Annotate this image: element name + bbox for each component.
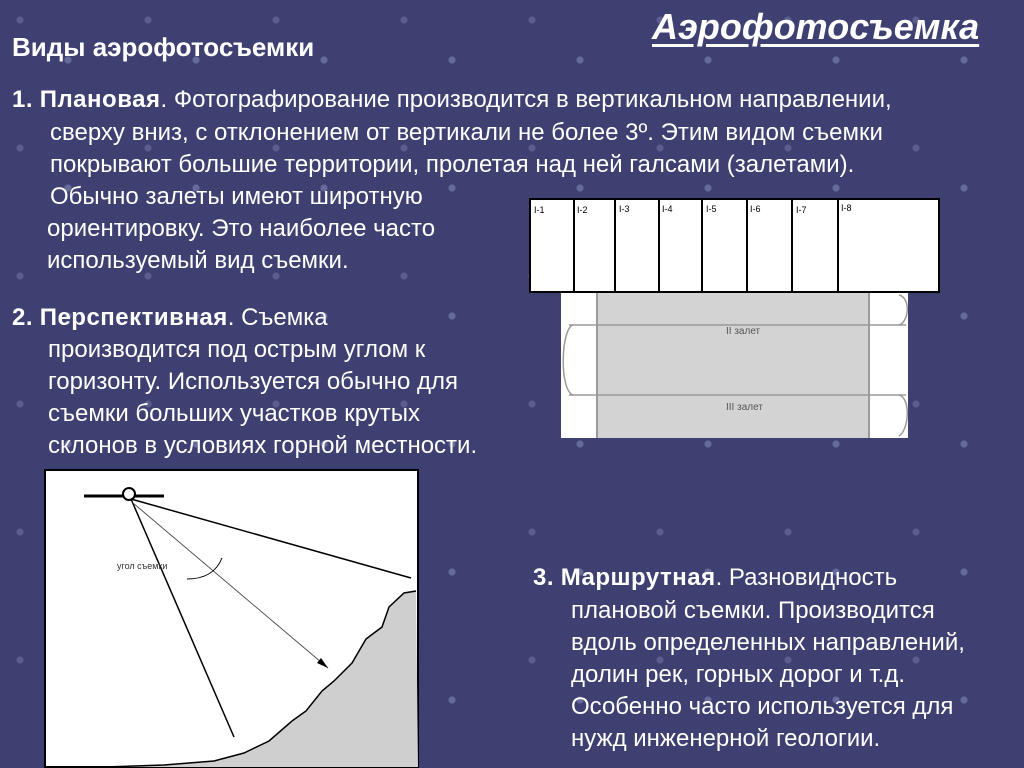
- section-3-text: . Разновидность: [715, 564, 898, 591]
- frame-label-8: I-8: [841, 203, 852, 213]
- section-2-line-1: [12, 302, 328, 334]
- section-3-line-1: [533, 562, 897, 594]
- section-1-term: Плановая: [39, 86, 161, 113]
- section-2-line-5: склонов в условиях горной местности.: [48, 432, 478, 459]
- section-2-text: . Съемка: [227, 304, 328, 331]
- frame-label-6: I-6: [750, 204, 761, 214]
- aircraft-camera: [123, 488, 135, 500]
- flight-strips-figure: [561, 290, 908, 438]
- section-1-line-4: Обычно залеты имеют широтную: [50, 183, 423, 210]
- ray-right: [131, 499, 411, 578]
- strip-3-label: III залет: [726, 402, 763, 413]
- frame-label-4: I-4: [662, 204, 673, 214]
- section-3-line-6: нужд инженерной геологии.: [571, 725, 881, 752]
- section-2-line-2: производится под острым углом к: [48, 336, 426, 363]
- strips-gray-area: [597, 290, 869, 438]
- section-3-line-2: плановой съемки. Производится: [571, 597, 935, 624]
- section-1-text: . Фотографирование производится в вертикальном направлении,: [160, 86, 892, 113]
- ray-left: [131, 499, 234, 737]
- frame-label-7: I-7: [796, 205, 807, 215]
- section-1-number: 1.: [12, 86, 34, 113]
- section-3-line-5: Особенно часто используется для: [571, 693, 954, 720]
- section-3-number: 3.: [533, 564, 555, 591]
- section-1-line-6: используемый вид съемки.: [47, 247, 349, 274]
- flight-strips-drawing: [561, 290, 908, 438]
- turn-arc-right-top: [899, 295, 907, 325]
- section-2-line-4: съемки больших участков крутых: [48, 400, 421, 427]
- frame-label-3: I-3: [619, 204, 630, 214]
- angle-label: угол съемки: [117, 561, 168, 571]
- frame-label-2: I-2: [577, 205, 588, 215]
- perspective-angle-figure: [44, 469, 419, 768]
- section-1-line-2: сверху вниз, с отклонением от вертикали не более 3º. Этим видом съемки: [50, 119, 883, 146]
- section-2-line-3: горизонту. Используется обычно для: [48, 368, 458, 395]
- frames-row: [529, 198, 940, 293]
- frame-label-1: I-1: [534, 205, 545, 215]
- section-3-line-4: долин рек, горных дорог и т.д.: [571, 661, 905, 688]
- turn-arc-left: [563, 325, 573, 395]
- perspective-angle-drawing: [44, 469, 419, 768]
- section-1-line-5: ориентировку. Это наиболее часто: [47, 215, 436, 242]
- frame-label-5: I-5: [706, 204, 717, 214]
- strip-2-label: II залет: [726, 326, 761, 337]
- section-2-number: 2.: [12, 304, 34, 331]
- slope-fill: [104, 591, 418, 767]
- slide-title: Аэрофотосъемка: [652, 6, 980, 47]
- frames-row-drawing: [531, 200, 938, 291]
- section-1-line-1: [12, 84, 892, 116]
- section-3-term: Маршрутная: [560, 564, 716, 591]
- section-2-term: Перспективная: [39, 304, 228, 331]
- section-1-line-3: покрывают большие территории, пролетая над ней галсами (залетами).: [50, 151, 855, 178]
- turn-arc-right-bottom: [899, 395, 907, 436]
- section-3-line-3: вдоль определенных направлений,: [571, 629, 965, 656]
- angle-arc: [187, 558, 222, 579]
- slide-subtitle: Виды аэрофотосъемки: [12, 32, 315, 62]
